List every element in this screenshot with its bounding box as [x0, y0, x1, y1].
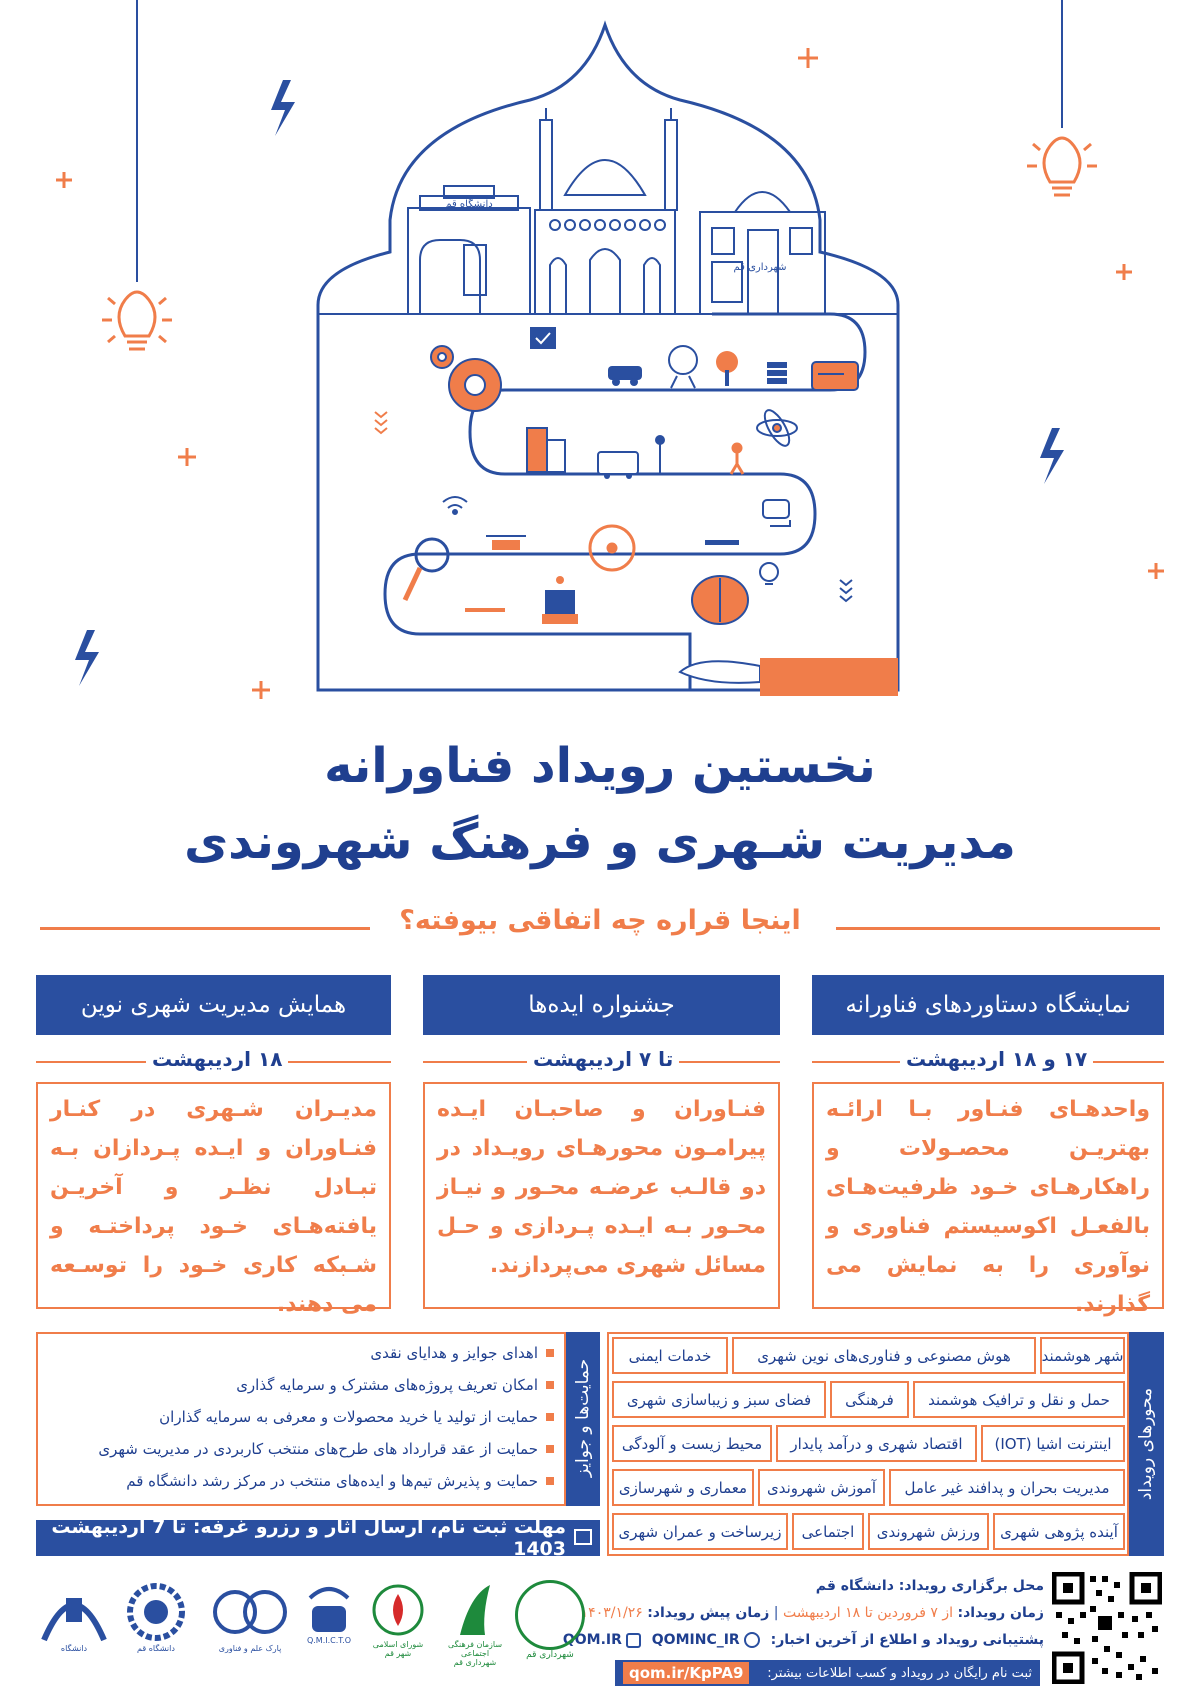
event-time-value: از ۷ فروردین تا ۱۸ اردیبهشت: [782, 1605, 954, 1621]
topic-chip: محیط زیست و آلودگی: [612, 1425, 772, 1462]
card-icon: [812, 362, 858, 390]
plus-icon: [56, 48, 1164, 720]
magnifier-icon: [405, 539, 448, 600]
chat-icon: [763, 500, 790, 526]
atom-icon: [757, 407, 797, 450]
registration-deadline: مهلت ثبت نام، ارسال آثار و رزرو غرفه: تا 7 اردیبهشت 1403: [36, 1520, 566, 1556]
bullet-icon: [546, 1477, 554, 1485]
subtitle: اینجا قراره چه اتفاقی بیوفته؟: [399, 905, 801, 936]
drone-icon: [486, 536, 526, 550]
topic-chip: معماری و شهرسازی: [612, 1469, 754, 1506]
support-item-text: اهدای جوایز و هدایای نقدی: [370, 1344, 538, 1362]
bullet-icon: [546, 1349, 554, 1357]
support-contacts-label: پشتیبانی رویداد و اطلاع از آخرین اخبار:: [770, 1632, 1044, 1648]
lightning-icon: [271, 80, 295, 136]
support-tab-label: حمایت‌ها و جوایز: [573, 1358, 593, 1478]
chevron-down-icon: [840, 580, 852, 601]
calendar-icon: [566, 1520, 600, 1556]
university-logo: [117, 1580, 195, 1653]
pre-event-time-label: زمان پیش رویداد:: [647, 1605, 770, 1621]
city-council-logo: [365, 1580, 431, 1658]
topic-chip: حمل و نقل و ترافیک هوشمند: [913, 1381, 1125, 1418]
lightning-icon: [75, 630, 99, 686]
ferris-wheel-icon: [669, 346, 697, 388]
university-sign: دانشگاه قم: [445, 199, 493, 210]
walker-icon: [731, 444, 743, 474]
pre-event-time-value: ۱۴۰۳/۱/۲۶: [580, 1605, 643, 1621]
title-line-1: نخستین رویداد فناورانه: [324, 738, 876, 794]
support-item: [236, 1376, 554, 1394]
logo-caption: Q.M.I.C.T.O: [306, 1636, 352, 1645]
logo-caption: سازمان فرهنگی اجتماعی شهرداری قم: [447, 1640, 503, 1667]
topic-chip: اقتصاد شهری و درآمد پایدار: [776, 1425, 977, 1462]
topic-chip: فضای سبز و زیباسازی شهری: [612, 1381, 826, 1418]
support-item-text: حمایت از تولید یا خرید محصولات و معرفی به سرمایه گذاران: [159, 1408, 538, 1426]
column-body-conference: مدیـران شـهری در کنـار فنـاوران و ایـده پـردازان بـه تبـادل نظـر و آخریـن یافته‌هـای خـود پرداختـه و شـبکه کاری خـود را توسـعه می دهند.: [36, 1082, 391, 1309]
robot-icon: [542, 576, 578, 624]
column-body-exhibition: واحدهـای فنـاور بـا ارائـه بهتریـن محصـولات و راهکارهـای خـود ظرفیت‌هـای بالفعـل اکوسیستم فناوری و نوآوری را به نمایش می گذارند.: [812, 1082, 1164, 1309]
support-item: [126, 1472, 554, 1490]
arch-frame: [318, 25, 898, 690]
lightbulb-icon: [1027, 0, 1097, 195]
topic-chip: آینده پژوهی شهری: [993, 1513, 1125, 1550]
column-header-idea-festival: جشنواره ایده‌ها: [423, 975, 780, 1035]
tree-icon: [716, 351, 738, 386]
support-tab: [566, 1332, 600, 1506]
bus-icon: [598, 452, 638, 479]
lightning-icon: [1040, 428, 1064, 484]
topic-chip: آموزش شهروندی: [758, 1469, 885, 1506]
event-venue: محل برگزاری رویداد: دانشگاه قم: [815, 1578, 1044, 1594]
event-time-label: زمان رویداد:: [957, 1605, 1044, 1621]
buildings-icon: [527, 428, 565, 472]
logo-caption: دانشگاه: [60, 1644, 88, 1653]
topic-chip: هوش مصنوعی و فناوری‌های نوین شهری: [732, 1337, 1036, 1374]
cultural-org-logo: [445, 1580, 505, 1667]
coins-icon: [767, 362, 787, 384]
hero-illustration: [0, 0, 1200, 720]
support-item: [159, 1408, 554, 1426]
column-header-exhibition: نمایشگاه دستاوردهای فناورانه: [812, 975, 1164, 1035]
lightbulb-icon: [102, 0, 172, 349]
support-item: [370, 1344, 554, 1362]
support-contacts: [563, 1632, 1044, 1648]
pencil-icon: [705, 540, 739, 545]
municipality-logo: [515, 1580, 585, 1660]
support-item-text: حمایت از عقد قرارداد های طرح‌های منتخب کاربردی در مدیریت شهری: [98, 1440, 538, 1458]
register-link[interactable]: qom.ir/KpPA9: [623, 1662, 749, 1684]
wifi-icon: [443, 497, 467, 514]
topics-tab: [1129, 1332, 1164, 1556]
fan-icon: [590, 526, 634, 570]
website-link[interactable]: QOM.IR: [562, 1632, 622, 1648]
column-date-idea-festival: تا ۷ اردیبهشت: [527, 1047, 679, 1071]
bullet-icon: [546, 1381, 554, 1389]
logo-caption: پارک علم و فناوری: [218, 1644, 282, 1653]
science-park-logo: [205, 1580, 295, 1653]
support-item: [98, 1440, 554, 1458]
municipality-sign: شهرداری قم: [733, 262, 787, 273]
car-icon: [608, 366, 642, 386]
topic-chip: شهر هوشمند: [1040, 1337, 1125, 1374]
globe-icon: [744, 1632, 760, 1648]
idea-icon: [760, 563, 778, 584]
topic-chip: مدیریت بحران و پدافند غیر عامل: [889, 1469, 1125, 1506]
logo-caption: شهرداری قم: [526, 1650, 574, 1660]
support-panel: [36, 1332, 566, 1506]
support-list: [54, 1342, 554, 1502]
ruler-icon: [465, 608, 505, 612]
qr-code-icon: [1052, 1572, 1162, 1684]
event-time: زمان رویداد: از ۷ فروردین تا ۱۸ اردیبهشت | زمان پیش رویداد: ۱۴۰۳/۱/۲۶: [580, 1605, 1044, 1621]
instagram-link[interactable]: QOMINC_IR: [651, 1632, 740, 1648]
topics-tab-label: محورهای رویداد: [1136, 1387, 1156, 1501]
column-body-idea-festival: فنـاوران و صاحبـان ایـده پیرامـون محورهـای رویـداد در دو قالـب عرضـه محـور و نیـاز محـور بـه ایـده پـردازی و حـل مسائل شهری می‌پردازند.: [423, 1082, 780, 1309]
logo-caption: شورای اسلامی شهر قم: [372, 1640, 424, 1658]
support-item-text: امکان تعریف پروژه‌های مشترک و سرمایه گذاری: [236, 1376, 538, 1394]
bullet-icon: [546, 1445, 554, 1453]
title-line-2: مدیریت شـهری و فرهنگ شهروندی: [184, 814, 1016, 870]
ict-org-logo: [302, 1580, 356, 1645]
support-item-text: حمایت و پذیرش تیم‌ها و ایده‌های منتخب در مرکز رشد دانشگاه قم: [126, 1472, 538, 1490]
topic-chip: اجتماعی: [792, 1513, 864, 1550]
instagram-icon: [626, 1633, 641, 1648]
topic-chip: ورزش شهروندی: [868, 1513, 989, 1550]
topic-chip: اینترنت اشیا (IOT): [981, 1425, 1125, 1462]
topic-chip: زیرساخت و عمران شهری: [612, 1513, 788, 1550]
university-2-logo: [36, 1580, 112, 1653]
logo-caption: دانشگاه قم: [137, 1644, 175, 1653]
buildings-skyline: [318, 108, 898, 314]
gear-icon: [431, 346, 501, 411]
register-bar: [615, 1660, 1040, 1686]
streetlamp-icon: [656, 436, 664, 474]
topic-chip: فرهنگی: [830, 1381, 909, 1418]
brain-icon: [692, 576, 748, 624]
qr-code[interactable]: [1052, 1572, 1162, 1684]
chevron-down-icon: [375, 412, 387, 433]
column-header-conference: همایش مدیریت شهری نوین: [36, 975, 391, 1035]
register-text: ثبت نام رایگان در رویداد و کسب اطلاعات بیشتر:: [767, 1665, 1032, 1681]
column-date-conference: ۱۸ اردیبهشت: [146, 1047, 288, 1071]
column-date-exhibition: ۱۷ و ۱۸ اردیبهشت: [900, 1047, 1093, 1071]
topic-chip: خدمات ایمنی: [612, 1337, 728, 1374]
chat-check-icon: [530, 327, 556, 349]
bullet-icon: [546, 1413, 554, 1421]
